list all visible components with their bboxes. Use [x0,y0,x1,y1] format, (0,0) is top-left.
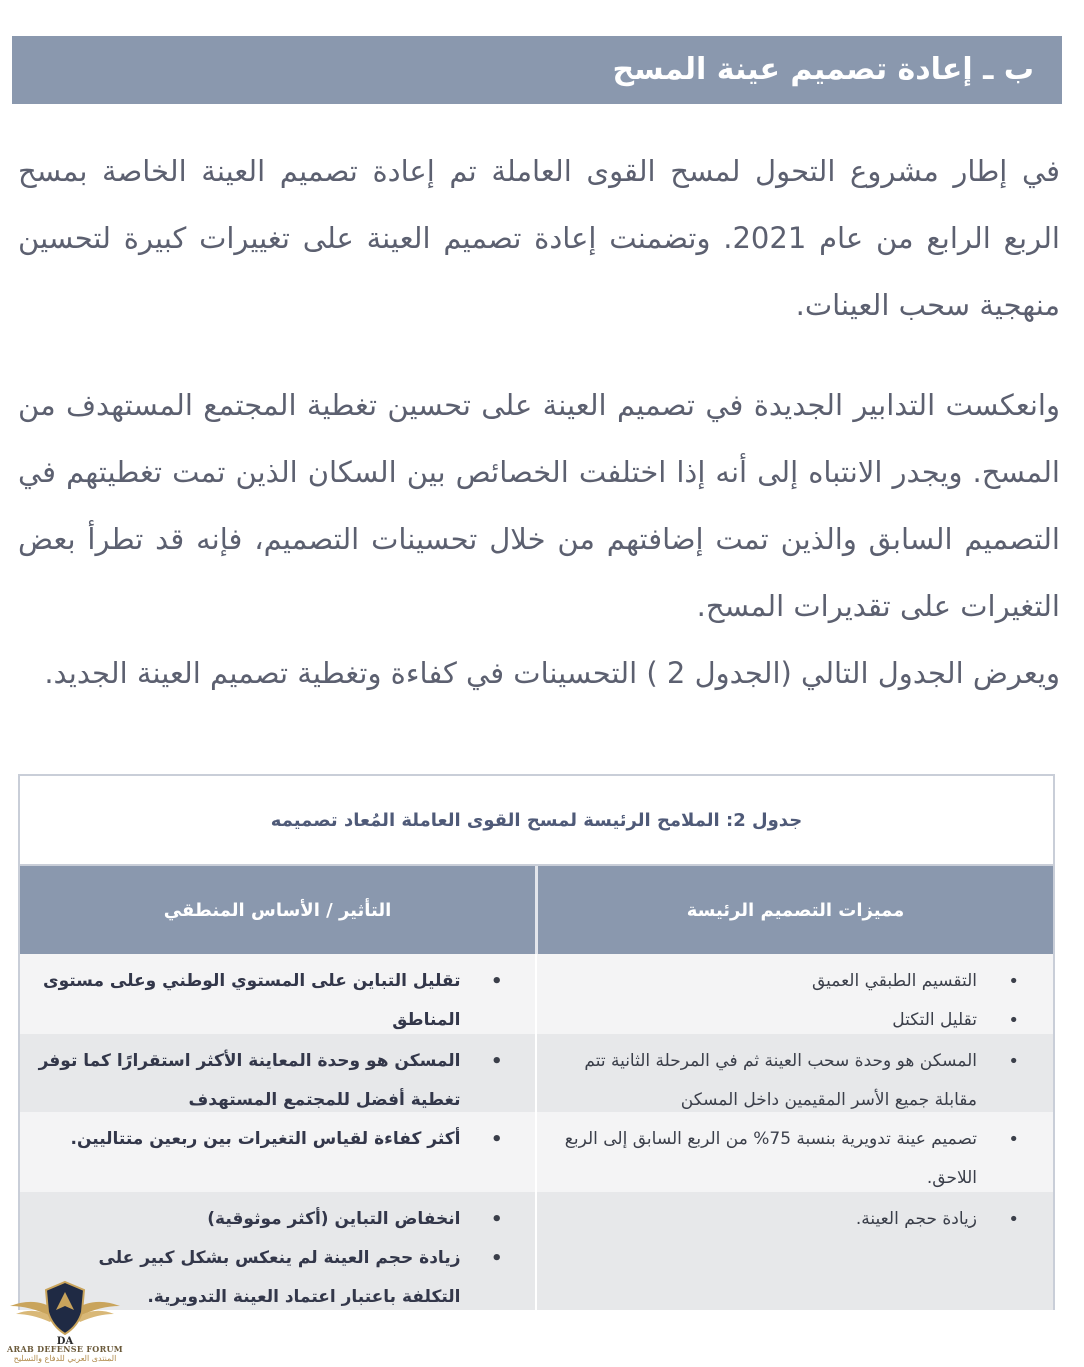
features-cell [535,1034,1054,1112]
features-cell [535,1112,1054,1192]
impact-item: • انخفاض التباين (أكثر موثوقية) [38,1200,517,1239]
section-title: ب ـ إعادة تصميم عينة المسح [12,36,1062,104]
impact-cell [20,954,535,1034]
forum-watermark-logo [6,1276,124,1364]
features-cell [535,1192,1054,1310]
feature-item: • زيادة حجم العينة. [555,1200,1034,1239]
paragraph-table-reference: ويعرض الجدول التالي (الجدول 2 ) التحسينات في كفاءة وتغطية تصميم العينة الجديد. [44,656,1060,690]
table-row [20,1112,1053,1192]
table-row [20,954,1053,1034]
impact-item: • تقليل التباين على المستوي الوطني وعلى مستوى المناطق [38,962,517,1040]
header-features: مميزات التصميم الرئيسة [535,866,1053,954]
impact-item: • المسكن هو وحدة المعاينة الأكثر استقرارًا كما توفر تغطية أفضل للمجتمع المستهدف [38,1042,517,1120]
table-header-row [20,866,1053,954]
impact-item: • أكثر كفاءة لقياس التغيرات بين ربعين متتاليين. [38,1120,517,1159]
impact-item: • زيادة حجم العينة لم ينعكس بشكل كبير على التكلفة باعتبار اعتماد العينة التدويرية. [38,1239,517,1317]
feature-item: • تقليل التكتل [555,1001,1034,1040]
feature-item: • تصميم عينة تدويرية بنسبة 75% من الربع السابق إلى الربع اللاحق. [555,1120,1034,1198]
paragraph-coverage: وانعكست التدابير الجديدة في تصميم العينة على تحسين تغطية المجتمع المستهدف من المسح. ويجدر الانتباه إلى أنه إذا اختلفت الخصائص بين السكان الذين تمت تغطيتهم في التصميم السابق والذين تمت إضافتهم من خلال تحسينات التصميم، فإنه قد تطرأ بعض التغيرات على تقديرات المسح. [18,388,1060,623]
table-row [20,1034,1053,1112]
paragraph-intro: في إطار مشروع التحول لمسح القوى العاملة تم إعادة تصميم العينة الخاصة بمسح الربع الرابع من عام 2021. وتضمنت إعادة تصميم العينة على تغييرات كبيرة لتحسين منهجية سحب العينات. [18,154,1060,322]
logo-monogram: DA [56,1336,74,1346]
logo-name-english: ARAB DEFENSE FORUM [7,1344,123,1354]
feature-item: • المسكن هو وحدة سحب العينة ثم في المرحلة الثانية تتم مقابلة جميع الأسر المقيمين داخل المسكن [555,1042,1034,1120]
feature-item: • التقسيم الطبقي العميق [555,962,1034,1001]
header-impact: التأثير / الأساس المنطقي [163,899,392,921]
shield-wings-icon [6,1276,124,1346]
table-caption: جدول 2: الملامح الرئيسة لمسح القوى العاملة المُعاد تصميمه [20,776,1053,866]
impact-cell [20,1034,535,1112]
logo-name-arabic: المنتدى العربي للدفاع والتسليح [13,1354,117,1363]
table-row [20,1192,1053,1310]
design-features-table [18,774,1055,1310]
features-cell [535,954,1054,1034]
impact-cell [20,1112,535,1192]
